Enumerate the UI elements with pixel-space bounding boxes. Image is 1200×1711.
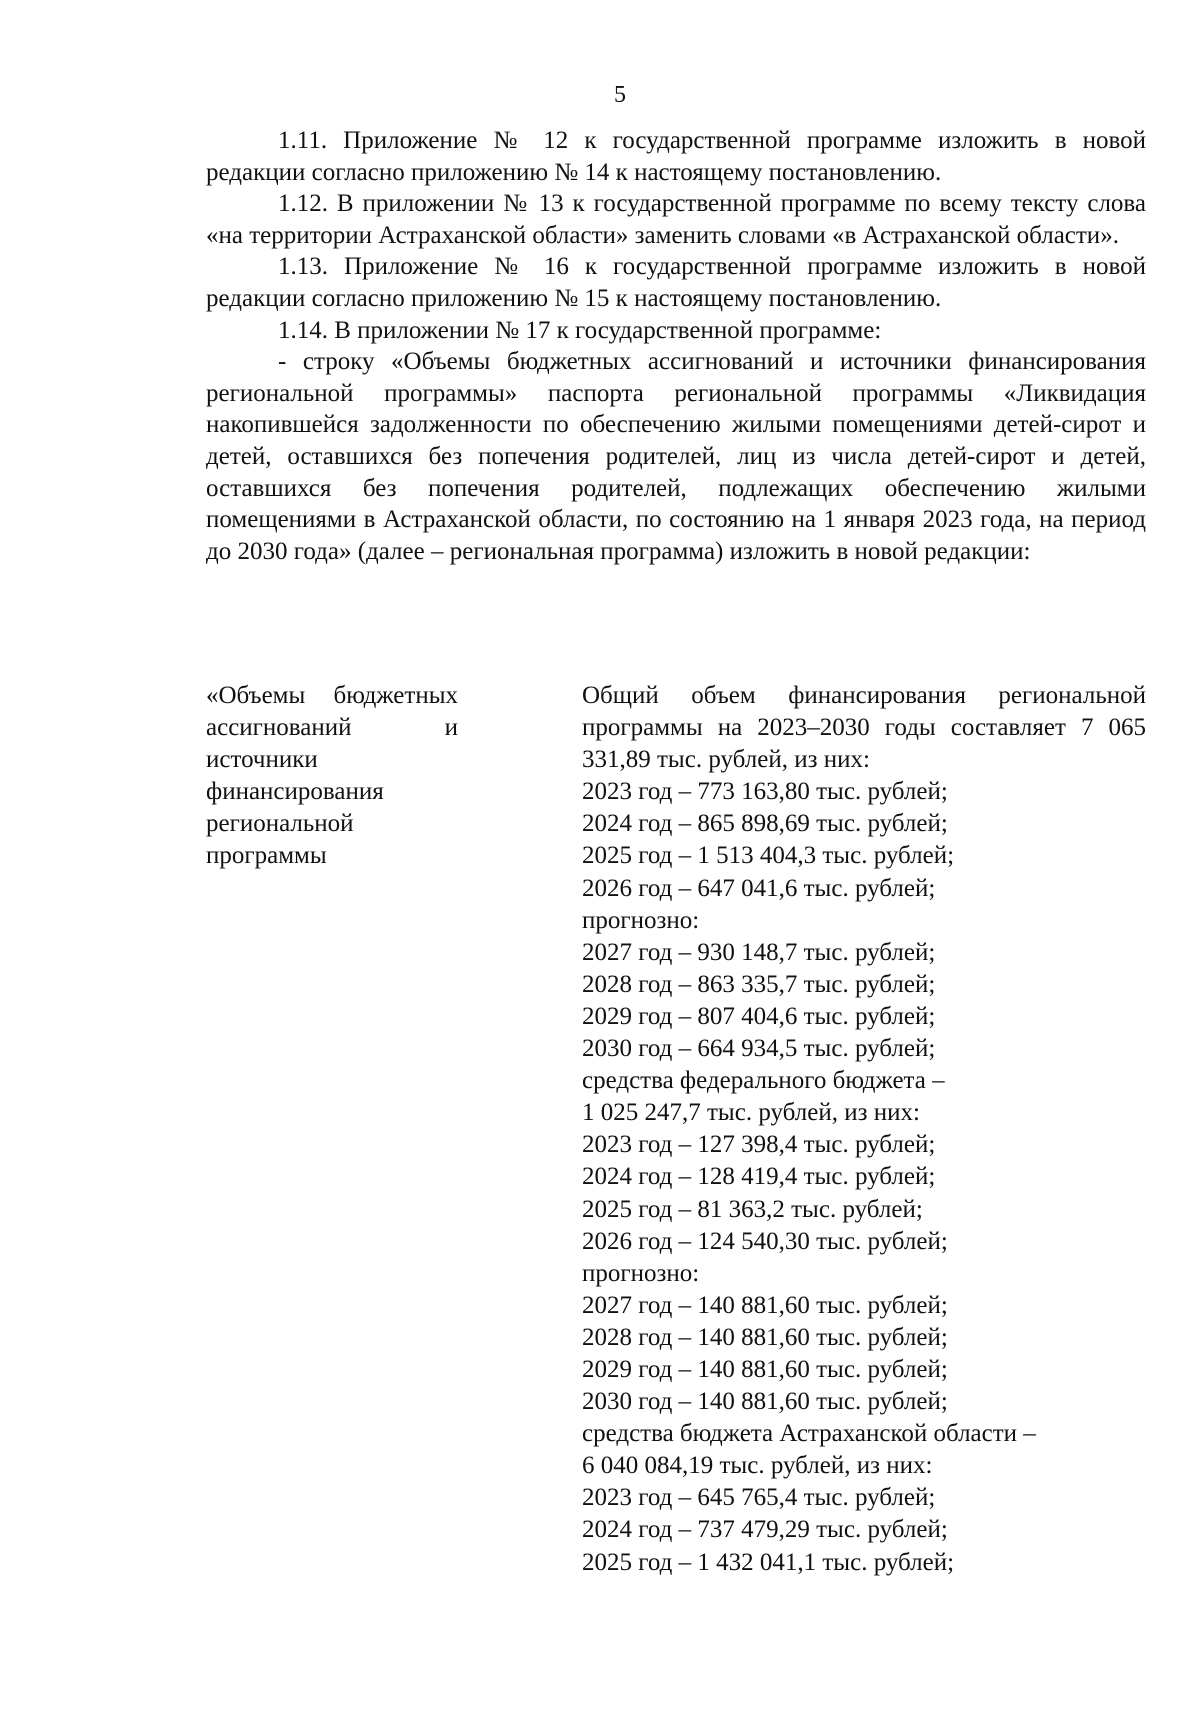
passport-row-label: «Объемы бюджетных ассигнований и источники финансирования региональной программы bbox=[206, 682, 458, 870]
paragraph-1-11: 1.11. Приложение № 12 к государственной программе изложить в новой редакции согласно приложению № 14 к настоящему постановлению. bbox=[206, 127, 1146, 186]
financing-line: 6 040 084,19 тыс. рублей, из них: bbox=[582, 1452, 933, 1480]
paragraph-1-12: 1.12. В приложении № 13 к государственной программе по всему тексту слова «на территории Астраханской области» заменить словами «в Астраханской области». bbox=[206, 190, 1146, 249]
financing-line: 2024 год – 865 898,69 тыс. рублей; bbox=[582, 810, 948, 838]
financing-line: 2030 год – 140 881,60 тыс. рублей; bbox=[582, 1388, 948, 1416]
financing-line: 2025 год – 1 513 404,3 тыс. рублей; bbox=[582, 842, 955, 870]
financing-line: 1 025 247,7 тыс. рублей, из них: bbox=[582, 1099, 920, 1127]
financing-line: 2023 год – 645 765,4 тыс. рублей; bbox=[582, 1484, 936, 1512]
financing-line: 2028 год – 863 335,7 тыс. рублей; bbox=[582, 970, 936, 998]
financing-line: прогнозно: bbox=[582, 906, 700, 934]
paragraph-1-14: 1.14. В приложении № 17 к государственной программе: bbox=[278, 316, 882, 344]
financing-line: 2025 год – 81 363,2 тыс. рублей; bbox=[582, 1195, 923, 1223]
financing-line: 2025 год – 1 432 041,1 тыс. рублей; bbox=[582, 1548, 955, 1576]
financing-line: 2027 год – 140 881,60 тыс. рублей; bbox=[582, 1291, 948, 1319]
financing-line: 2029 год – 807 404,6 тыс. рублей; bbox=[582, 1002, 936, 1030]
financing-line: 2024 год – 128 419,4 тыс. рублей; bbox=[582, 1163, 936, 1191]
financing-intro: Общий объем финансирования региональной программы на 2023–2030 годы составляет 7 065 331,89 тыс. рублей, из них: bbox=[582, 682, 1146, 774]
financing-line: 2029 год – 140 881,60 тыс. рублей; bbox=[582, 1355, 948, 1383]
document-body bbox=[206, 125, 1146, 567]
financing-line: средства федерального бюджета – bbox=[582, 1067, 945, 1095]
financing-line: 2027 год – 930 148,7 тыс. рублей; bbox=[582, 938, 936, 966]
financing-line: 2023 год – 127 398,4 тыс. рублей; bbox=[582, 1131, 936, 1159]
financing-line: 2030 год – 664 934,5 тыс. рублей; bbox=[582, 1035, 936, 1063]
financing-line: 2023 год – 773 163,80 тыс. рублей; bbox=[582, 778, 948, 806]
paragraph-1-13: 1.13. Приложение № 16 к государственной программе изложить в новой редакции согласно приложению № 15 к настоящему постановлению. bbox=[206, 253, 1146, 312]
financing-line: прогнозно: bbox=[582, 1259, 700, 1287]
financing-line: 2026 год – 647 041,6 тыс. рублей; bbox=[582, 874, 936, 902]
page-number: 5 bbox=[614, 82, 626, 108]
financing-line: средства бюджета Астраханской области – bbox=[582, 1420, 1036, 1448]
financing-line: 2026 год – 124 540,30 тыс. рублей; bbox=[582, 1227, 948, 1255]
paragraph-amendment: - строку «Объемы бюджетных ассигнований и источники финансирования региональной программы» паспорта региональной программы «Ликвидация накопившейся задолженности по обеспечению жилыми помещениями детей-сирот и детей, оставшихся без попечения родителей, лиц из числа детей-сирот и детей, оставшихся без попечения родителей, подлежащих обеспечению жилыми помещениями в Астраханской области, по состоянию на 1 января 2023 года, на период до 2030 года» (далее – региональная программа) изложить в новой редакции: bbox=[206, 348, 1146, 565]
financing-line: 2028 год – 140 881,60 тыс. рублей; bbox=[582, 1323, 948, 1351]
financing-line: 2024 год – 737 479,29 тыс. рублей; bbox=[582, 1516, 948, 1544]
passport-row-value bbox=[582, 680, 1146, 1579]
